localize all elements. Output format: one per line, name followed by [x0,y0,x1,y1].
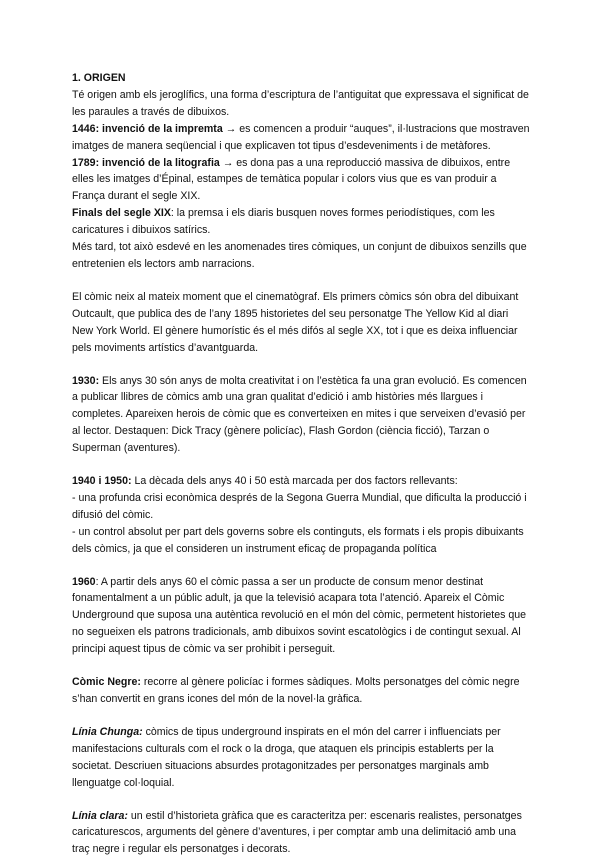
text-1930: Els anys 30 són anys de molta creativitat i on l’estètica fa una gran evolució. Es comencen a publicar llibres de còmics amb una gran qualitat d’edició i amb històries més llargues i completes. Apareixen herois de còmic que es converteixen en mites i que serveixen d’evasió per al lector. Destaquen: Dick Tracy (gènere policíac), Flash Gordon (ciència ficció), Tarzan o Superman (aventures). [72,374,527,455]
cinema-paragraph: El còmic neix al mateix moment que el cinematògraf. Els primers còmics són obra del dibuixant Outcault, que publica des de l’any 1895 historietes del seu personatge The Yellow Kid al diari New York World. El gènere humorístic és el més difós al segle XX, tot i que es deixa influenciar pels moviments artístics d’avantguarda. [72,290,519,354]
text-1960: : A partir dels anys 60 el còmic passa a ser un producte de consum menor destinat fonamentalment a un públic adult, ja que la televisió acapara tota l’atenció. Apareix el Còmic Underground que suposa una autèntica revolució en el món del còmic, permetent historietes que no segueixen els patrons tradicionals, amb dibuixos sovint escatològics i de contingut sexual. Al principi aquest tipus de còmic va ser prohibit i perseguit. [72,575,527,656]
label-comic-negre: Còmic Negre: [72,676,141,689]
label-linia-chunga: Línia Chunga: [72,725,143,738]
item-1446 [72,121,532,155]
item-xix-label: Finals del segle XIX [72,207,171,220]
section-heading: 1. ORIGEN [72,72,126,84]
text-comic-negre: recorre al gènere policíac i formes sàdiques. Molts personatges del còmic negre s’han convertit en grans icones del món de la novel·la gràfica. [72,676,520,705]
section-linia-chunga [72,724,532,792]
label-1960: 1960 [72,575,96,588]
document-page [72,70,532,858]
item-1446-text: → es comencen a produir “auques”, il·lustracions que mostraven imatges de manera seqüencial i que explicaven tot tipus d’esdeveniments i de metàfores. [72,122,530,152]
item-xix-text: : la premsa i els diaris busquen noves formes periodístiques, com les caricatures i dibuixos satírics. [72,207,495,237]
label-1930: 1930: [72,374,100,387]
label-linia-clara: Línia clara: [72,809,128,822]
section-1930 [72,373,532,458]
origin-intro: Té origen amb els jeroglífics, una forma d’escriptura de l’antiguitat que expressava el significat de les paraules a través de dibuixos. [72,88,529,118]
point-1940-2: - un control absolut per part dels governs sobre els continguts, els formats i els propis dibuixants dels còmics, ja que el consideren un instrument eficaç de propaganda política [72,525,524,555]
section-1960 [72,574,532,659]
origin-later: Més tard, tot això esdevé en les anomenades tires còmiques, un conjunt de dibuixos senzills que entretenien els lectors amb narracions. [72,241,527,270]
label-1940: 1940 i 1950: [72,475,132,488]
text-linia-chunga: còmics de tipus underground inspirats en el món del carrer i influenciats per manifestacions culturals com el rock o la droga, que ataquen els principis establerts per la societat. Descriuen situacions absurdes protagonitzades per personatges marginals amb llenguatge col·loquial. [72,725,501,789]
item-1446-label: 1446: invenció de la impremta [72,122,223,135]
item-xix [72,205,532,239]
item-1789-text: → es dona pas a una reproducció massiva de dibuixos, entre elles les imatges d’Épinal, estampes de temàtica popular i colors vius que es van produir a França durant el segle XIX. [72,156,511,203]
text-1940: La dècada dels anys 40 i 50 està marcada per dos factors rellevants: [131,475,458,488]
section-linia-clara [72,808,532,858]
point-1940-1: - una profunda crisi econòmica després de la Segona Guerra Mundial, que dificulta la producció i difusió del còmic. [72,491,527,521]
item-1789-label: 1789: invenció de la litografia [72,156,220,169]
text-linia-clara: un estil d’historieta gràfica que es caracteritza per: escenaris realistes, personatges caricaturescos, arguments del gènere d’aventures, i per comptar amb una delimitació amb una traç negre i regular els personatges i decorats. [72,809,522,856]
section-comic-negre [72,674,532,708]
item-1789 [72,155,532,206]
section-1940 [72,473,532,490]
